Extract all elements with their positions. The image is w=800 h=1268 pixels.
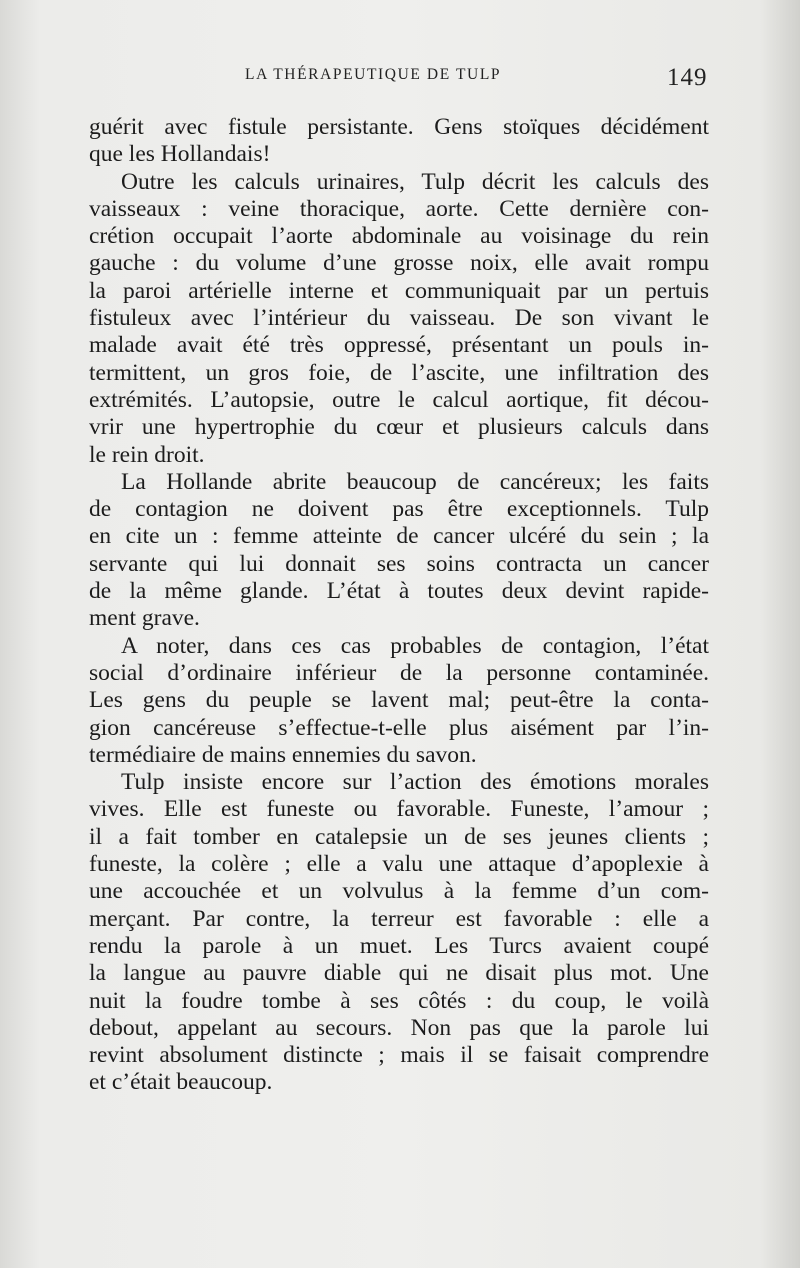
text-line: une accouchée et un volvulus à la femme d’un com- — [89, 878, 709, 905]
text-line: crétion occupait l’aorte abdominale au voisinage du rein — [89, 223, 709, 250]
text-line: revint absolument distincte ; mais il se faisait comprendre — [89, 1042, 709, 1069]
running-head — [0, 66, 800, 96]
text-line: gauche : du volume d’une grosse noix, elle avait rompu — [89, 250, 709, 277]
text-line: Les gens du peuple se lavent mal; peut-être la conta- — [89, 687, 709, 714]
text-line: servante qui lui donnait ses soins contracta un cancer — [89, 550, 709, 577]
text-line: rendu la parole à un muet. Les Turcs avaient coupé — [89, 932, 709, 959]
text-line: vrir une hypertrophie du cœur et plusieurs calculs dans — [89, 414, 709, 441]
text-line: vaisseaux : veine thoracique, aorte. Cette dernière con- — [89, 195, 709, 222]
text-line: ment grave. — [89, 605, 200, 632]
text-line: merçant. Par contre, la terreur est favorable : elle a — [89, 905, 709, 932]
running-title: LA THÉRAPEUTIQUE DE TULP — [245, 66, 502, 83]
text-line: A noter, dans ces cas probables de contagion, l’état — [121, 632, 709, 659]
body-text — [89, 114, 709, 1097]
text-line: funeste, la colère ; elle a valu une attaque d’apoplexie à — [89, 851, 709, 878]
text-line: fistuleux avec l’intérieur du vaisseau. De son vivant le — [89, 305, 709, 332]
text-line: en cite un : femme atteinte de cancer ulcéré du sein ; la — [89, 523, 709, 550]
text-line: la paroi artérielle interne et communiquait par un pertuis — [89, 277, 709, 304]
text-line: le rein droit. — [89, 441, 205, 468]
text-line: malade avait été très oppressé, présentant un pouls in- — [89, 332, 709, 359]
text-line: gion cancéreuse s’effectue-t-elle plus aisément par l’in- — [89, 714, 709, 741]
text-line: termittent, un gros foie, de l’ascite, une infiltration des — [89, 359, 709, 386]
text-line: que les Hollandais! — [89, 141, 271, 168]
text-line: extrémités. L’autopsie, outre le calcul aortique, fit décou- — [89, 386, 709, 413]
text-line: nuit la foudre tombe à ses côtés : du coup, le voilà — [89, 987, 709, 1014]
text-line: Outre les calculs urinaires, Tulp décrit les calculs des — [121, 168, 709, 195]
text-line: de contagion ne doivent pas être exceptionnels. Tulp — [89, 496, 709, 523]
page-number: 149 — [667, 64, 708, 91]
text-line: et c’était beaucoup. — [89, 1069, 273, 1096]
text-line: il a fait tomber en catalepsie un de ses jeunes clients ; — [89, 823, 709, 850]
text-line: vives. Elle est funeste ou favorable. Funeste, l’amour ; — [89, 796, 709, 823]
text-line: de la même glande. L’état à toutes deux devint rapide- — [89, 578, 709, 605]
text-line: la langue au pauvre diable qui ne disait plus mot. Une — [89, 960, 709, 987]
text-line: debout, appelant au secours. Non pas que la parole lui — [89, 1014, 709, 1041]
text-line: Tulp insiste encore sur l’action des émotions morales — [121, 769, 709, 796]
text-line: La Hollande abrite beaucoup de cancéreux; les faits — [121, 468, 709, 495]
text-line: termédiaire de mains ennemies du savon. — [89, 741, 477, 768]
text-line: guérit avec fistule persistante. Gens stoïques décidément — [89, 114, 709, 140]
text-line: social d’ordinaire inférieur de la personne contaminée. — [89, 659, 709, 686]
